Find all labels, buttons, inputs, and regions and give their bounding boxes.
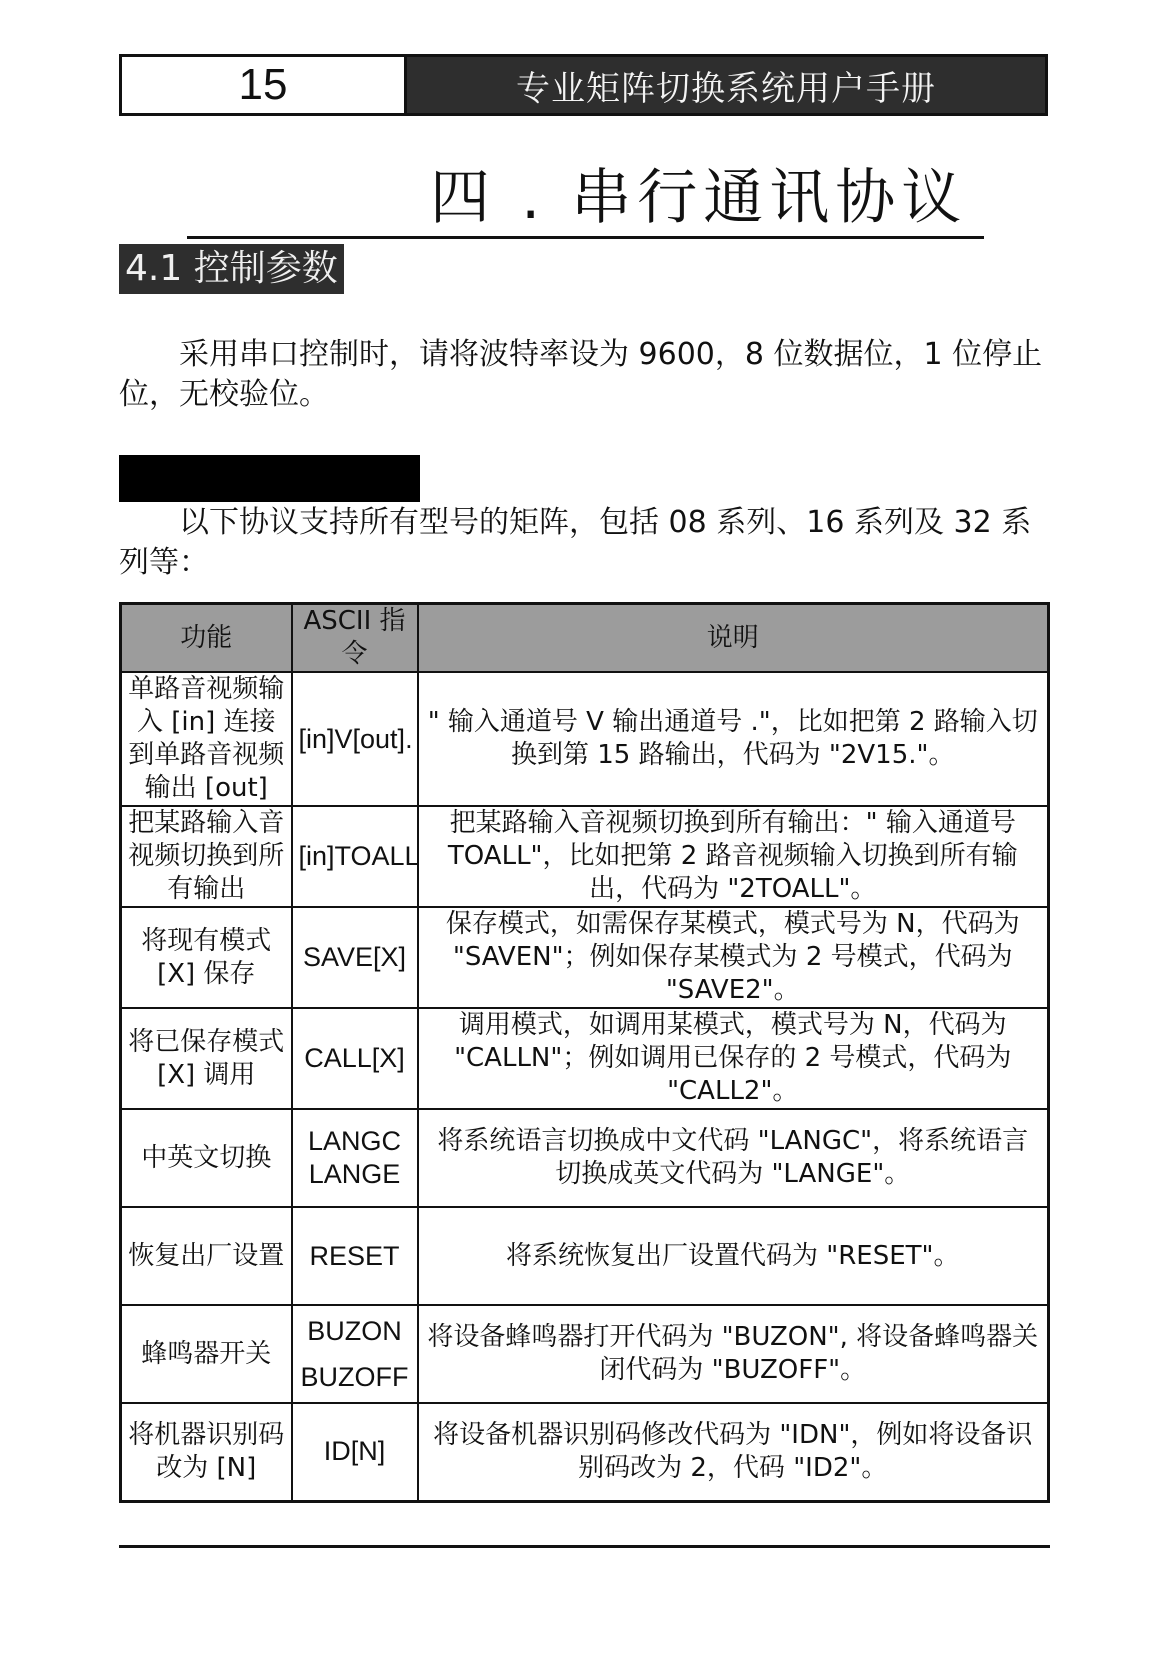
description-cell: 调用模式，如调用某模式，模式号为 N，代码为 "CALLN"；例如调用已保存的 2 号模式，代码为 "CALL2"。 [418, 1008, 1049, 1109]
command-cell: ID[N] [292, 1403, 418, 1501]
table-header-row [121, 604, 1049, 673]
command-cell: [in]TOALL [292, 806, 418, 907]
function-cell: 将现有模式 [X] 保存 [121, 907, 292, 1008]
description-cell: 把某路输入音视频切换到所有输出：" 输入通道号 TOALL"，比如把第 2 路音视频输入切换到所有输出，代码为 "2TOALL"。 [418, 806, 1049, 907]
header-ascii-command: ASCII 指令 [292, 604, 418, 673]
description-cell: 将系统恢复出厂设置代码为 "RESET"。 [418, 1207, 1049, 1305]
function-cell: 将已保存模式 [X] 调用 [121, 1008, 292, 1109]
chapter-title: 四 . 串行通讯协议 [430, 163, 968, 233]
function-cell: 蜂鸣器开关 [121, 1305, 292, 1403]
command-cell: RESET [292, 1207, 418, 1305]
page-header [119, 54, 1048, 116]
table-row [121, 1008, 1049, 1109]
function-cell: 中英文切换 [121, 1109, 292, 1207]
table-row [121, 1305, 1049, 1403]
command-cell: CALL[X] [292, 1008, 418, 1109]
function-cell: 将机器识别码改为 [N] [121, 1403, 292, 1501]
description-cell: 将设备机器识别码修改代码为 "IDN"，例如将设备识别码改为 2，代码 "ID2"。 [418, 1403, 1049, 1501]
footer-divider [119, 1545, 1050, 1548]
serial-params-paragraph: 采用串口控制时，请将波特率设为 9600，8 位数据位，1 位停止位，无校验位。 [119, 337, 1043, 412]
header-function: 功能 [121, 604, 292, 673]
command-cell: SAVE[X] [292, 907, 418, 1008]
table-row [121, 1207, 1049, 1305]
table-row [121, 907, 1049, 1008]
command-cell: BUZON BUZOFF [292, 1305, 418, 1403]
description-cell: " 输入通道号 V 输出通道号 ."，比如把第 2 路输入切换到第 15 路输出，代码为 "2V15."。 [418, 672, 1049, 806]
table-row [121, 1109, 1049, 1207]
function-cell: 恢复出厂设置 [121, 1207, 292, 1305]
command-cell: LANGC LANGE [292, 1109, 418, 1207]
table-row [121, 672, 1049, 806]
function-cell: 单路音视频输入 [in] 连接到单路音视频输出 [out] [121, 672, 292, 806]
description-cell: 将设备蜂鸣器打开代码为 "BUZON", 将设备蜂鸣器关闭代码为 "BUZOFF"。 [418, 1305, 1049, 1403]
protocol-support-paragraph: 以下协议支持所有型号的矩阵，包括 08 系列、16 系列及 32 系列等： [119, 505, 1032, 580]
command-cell: [in]V[out]. [292, 672, 418, 806]
page-number: 15 [122, 57, 407, 113]
table-row [121, 806, 1049, 907]
manual-title: 专业矩阵切换系统用户手册 [407, 57, 1045, 113]
redacted-heading [119, 455, 420, 502]
function-cell: 把某路输入音视频切换到所有输出 [121, 806, 292, 907]
chapter-divider [187, 236, 984, 239]
description-cell: 保存模式，如需保存某模式，模式号为 N，代码为 "SAVEN"；例如保存某模式为 2 号模式，代码为 "SAVE2"。 [418, 907, 1049, 1008]
header-description: 说明 [418, 604, 1049, 673]
table-row [121, 1403, 1049, 1501]
section-heading: 4.1 控制参数 [119, 244, 344, 294]
description-cell: 将系统语言切换成中文代码 "LANGC"，将系统语言切换成英文代码为 "LANGE"。 [418, 1109, 1049, 1207]
command-table [119, 602, 1050, 1503]
